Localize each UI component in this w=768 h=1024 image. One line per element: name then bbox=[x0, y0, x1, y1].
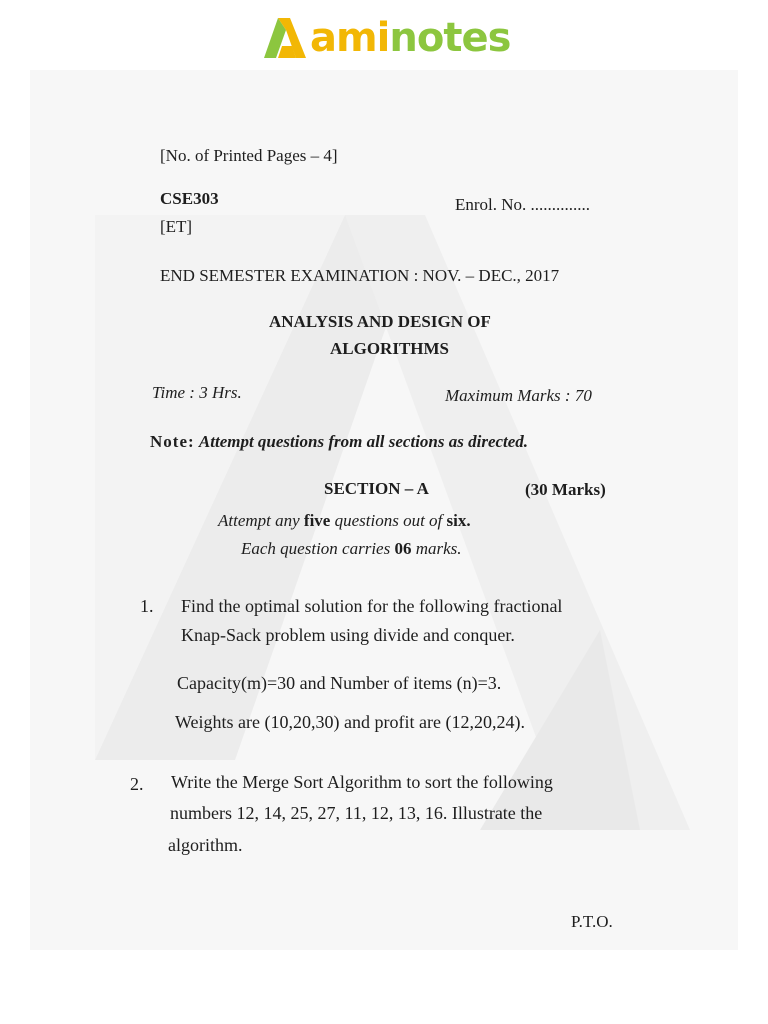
printed-pages: [No. of Printed Pages – 4] bbox=[160, 146, 338, 165]
instr1-part-d: six. bbox=[446, 511, 471, 530]
exam-tag: [ET] bbox=[160, 217, 193, 236]
note-line bbox=[150, 432, 528, 452]
question-2-line: algorithm. bbox=[168, 835, 243, 855]
logo-text-notes: notes bbox=[389, 15, 511, 61]
pto-label: P.T.O. bbox=[571, 912, 613, 931]
subject-title-line2: ALGORITHMS bbox=[330, 339, 450, 358]
aminotes-logo[interactable] bbox=[262, 14, 510, 62]
question-2-line: Write the Merge Sort Algorithm to sort the following bbox=[171, 772, 553, 792]
question-1-line: Knap-Sack problem using divide and conquer. bbox=[181, 625, 515, 645]
question-1-line: Weights are (10,20,30) and profit are (12,20,24). bbox=[175, 712, 525, 732]
instr2-part-c: marks. bbox=[415, 539, 462, 558]
question-1-line: Capacity(m)=30 and Number of items (n)=3. bbox=[177, 673, 502, 693]
section-title: SECTION – A bbox=[324, 479, 429, 498]
note-label: Note: bbox=[150, 432, 195, 451]
question-1-number: 1. bbox=[140, 596, 154, 616]
instr2-part-b: 06 bbox=[394, 539, 412, 558]
enrol-number-label: Enrol. No. .............. bbox=[455, 195, 591, 214]
section-instruction-1 bbox=[218, 511, 471, 531]
exam-title: END SEMESTER EXAMINATION : NOV. – DEC., 2017 bbox=[160, 266, 560, 285]
section-instruction-2 bbox=[241, 539, 462, 559]
instr1-part-b: five bbox=[303, 511, 331, 530]
aminotes-logo-icon bbox=[262, 16, 306, 60]
question-2-line: numbers 12, 14, 25, 27, 11, 12, 13, 16. Illustrate the bbox=[170, 803, 543, 823]
instr1-part-a: Attempt any bbox=[218, 511, 300, 530]
section-marks: (30 Marks) bbox=[525, 480, 606, 499]
course-code: CSE303 bbox=[160, 189, 219, 208]
instr1-part-c: questions out of bbox=[334, 511, 443, 530]
note-text: Attempt questions from all sections as directed. bbox=[198, 432, 529, 451]
logo-text-ami: ami bbox=[310, 15, 390, 61]
maximum-marks: Maximum Marks : 70 bbox=[445, 386, 592, 405]
question-1-line: Find the optimal solution for the following fractional bbox=[181, 596, 563, 616]
subject-title-line1: ANALYSIS AND DESIGN OF bbox=[269, 312, 491, 331]
exam-time: Time : 3 Hrs. bbox=[152, 383, 242, 402]
instr2-part-a: Each question carries bbox=[241, 539, 391, 558]
question-2-number: 2. bbox=[130, 774, 144, 794]
